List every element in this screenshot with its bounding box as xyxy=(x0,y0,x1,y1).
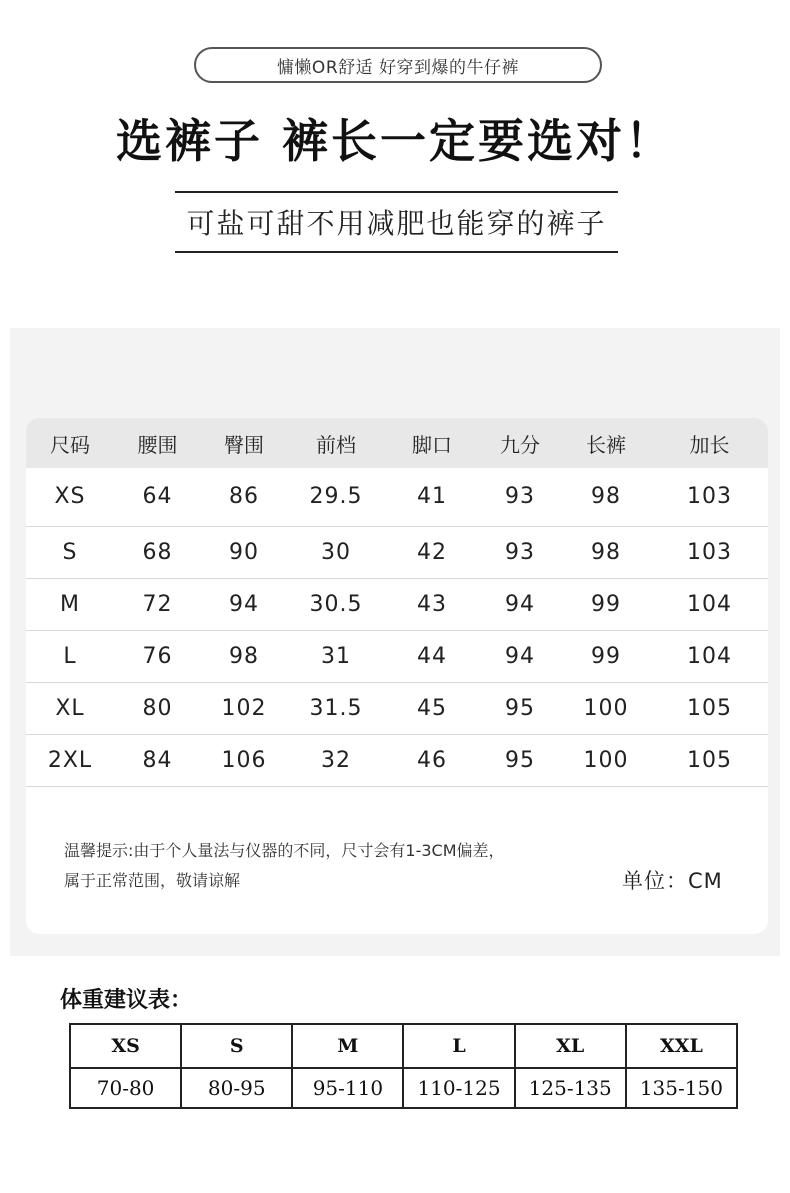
cell-leg-opening: 43 xyxy=(385,578,479,630)
cell-size: 2XL xyxy=(26,734,114,786)
cell-leg-opening: 44 xyxy=(385,630,479,682)
cell-waist: 68 xyxy=(114,526,201,578)
cell-leg-opening: 41 xyxy=(385,468,479,526)
cell-extra-long: 103 xyxy=(651,468,768,526)
cell-waist: 76 xyxy=(114,630,201,682)
weight-size-cell: M xyxy=(292,1024,403,1068)
weight-range-row xyxy=(70,1068,737,1108)
weight-size-cell: XXL xyxy=(626,1024,737,1068)
cell-front-rise: 31 xyxy=(287,630,385,682)
cell-hip: 98 xyxy=(201,630,287,682)
cell-full-length: 99 xyxy=(561,578,651,630)
cell-ninth-length: 94 xyxy=(479,630,561,682)
cell-extra-long: 105 xyxy=(651,682,768,734)
header-waist: 腰围 xyxy=(137,432,178,457)
note-line-2: 属于正常范围，敬请谅解 xyxy=(64,871,241,890)
cell-ninth-length: 95 xyxy=(479,682,561,734)
subheadline-box xyxy=(175,191,618,253)
cell-ninth-length: 94 xyxy=(479,578,561,630)
cell-hip: 86 xyxy=(201,468,287,526)
tagline-pill xyxy=(194,47,602,83)
cell-front-rise: 30 xyxy=(287,526,385,578)
header-ninth-length: 九分 xyxy=(500,432,540,457)
cell-extra-long: 103 xyxy=(651,526,768,578)
header-extra-long: 加长 xyxy=(689,432,730,457)
cell-waist: 72 xyxy=(114,578,201,630)
weight-range-cell: 125-135 xyxy=(515,1068,626,1108)
cell-full-length: 98 xyxy=(561,468,651,526)
header-full-length: 长裤 xyxy=(586,432,626,457)
weight-size-cell: XS xyxy=(70,1024,181,1068)
measurement-note xyxy=(64,836,624,896)
header-hip: 臀围 xyxy=(224,432,264,457)
weight-size-row xyxy=(70,1024,737,1068)
weight-chart-title: 体重建议表： xyxy=(60,987,193,1013)
weight-range-cell: 70-80 xyxy=(70,1068,181,1108)
cell-size: S xyxy=(26,526,114,578)
cell-front-rise: 29.5 xyxy=(287,468,385,526)
weight-range-cell: 95-110 xyxy=(292,1068,403,1108)
table-row xyxy=(26,526,768,578)
header-front-rise: 前档 xyxy=(316,432,356,457)
note-line-1: 温馨提示:由于个人量法与仪器的不同，尺寸会有1-3CM偏差， xyxy=(64,841,505,860)
cell-leg-opening: 46 xyxy=(385,734,479,786)
cell-size: L xyxy=(26,630,114,682)
table-row xyxy=(26,734,768,786)
cell-size: XL xyxy=(26,682,114,734)
unit-label: 单位：CM xyxy=(622,869,723,893)
headline: 选裤子 裤长一定要选对！ xyxy=(115,114,674,168)
cell-extra-long: 104 xyxy=(651,578,768,630)
tagline-text: 慵懒OR舒适 好穿到爆的牛仔裤 xyxy=(276,57,520,78)
table-row xyxy=(26,468,768,526)
cell-front-rise: 32 xyxy=(287,734,385,786)
cell-extra-long: 104 xyxy=(651,630,768,682)
header-leg-opening: 脚口 xyxy=(412,432,452,457)
cell-waist: 84 xyxy=(114,734,201,786)
table-row xyxy=(26,682,768,734)
size-table xyxy=(26,418,768,787)
cell-size: M xyxy=(26,578,114,630)
cell-full-length: 99 xyxy=(561,630,651,682)
cell-front-rise: 31.5 xyxy=(287,682,385,734)
cell-ninth-length: 93 xyxy=(479,468,561,526)
weight-size-cell: L xyxy=(403,1024,514,1068)
cell-front-rise: 30.5 xyxy=(287,578,385,630)
cell-full-length: 100 xyxy=(561,682,651,734)
weight-range-cell: 135-150 xyxy=(626,1068,737,1108)
cell-leg-opening: 42 xyxy=(385,526,479,578)
subheadline-text: 可盐可甜不用减肥也能穿的裤子 xyxy=(186,207,607,240)
header-size: 尺码 xyxy=(50,432,90,457)
weight-range-cell: 110-125 xyxy=(403,1068,514,1108)
cell-hip: 106 xyxy=(201,734,287,786)
cell-size: XS xyxy=(26,468,114,526)
cell-full-length: 98 xyxy=(561,526,651,578)
weight-range-cell: 80-95 xyxy=(181,1068,292,1108)
cell-ninth-length: 95 xyxy=(479,734,561,786)
cell-extra-long: 105 xyxy=(651,734,768,786)
weight-size-cell: XL xyxy=(515,1024,626,1068)
weight-size-cell: S xyxy=(181,1024,292,1068)
cell-hip: 94 xyxy=(201,578,287,630)
cell-ninth-length: 93 xyxy=(479,526,561,578)
cell-hip: 102 xyxy=(201,682,287,734)
table-row xyxy=(26,578,768,630)
cell-leg-opening: 45 xyxy=(385,682,479,734)
cell-waist: 64 xyxy=(114,468,201,526)
weight-table xyxy=(69,1023,738,1109)
table-row xyxy=(26,630,768,682)
cell-full-length: 100 xyxy=(561,734,651,786)
cell-waist: 80 xyxy=(114,682,201,734)
size-table-header xyxy=(26,418,768,468)
cell-hip: 90 xyxy=(201,526,287,578)
